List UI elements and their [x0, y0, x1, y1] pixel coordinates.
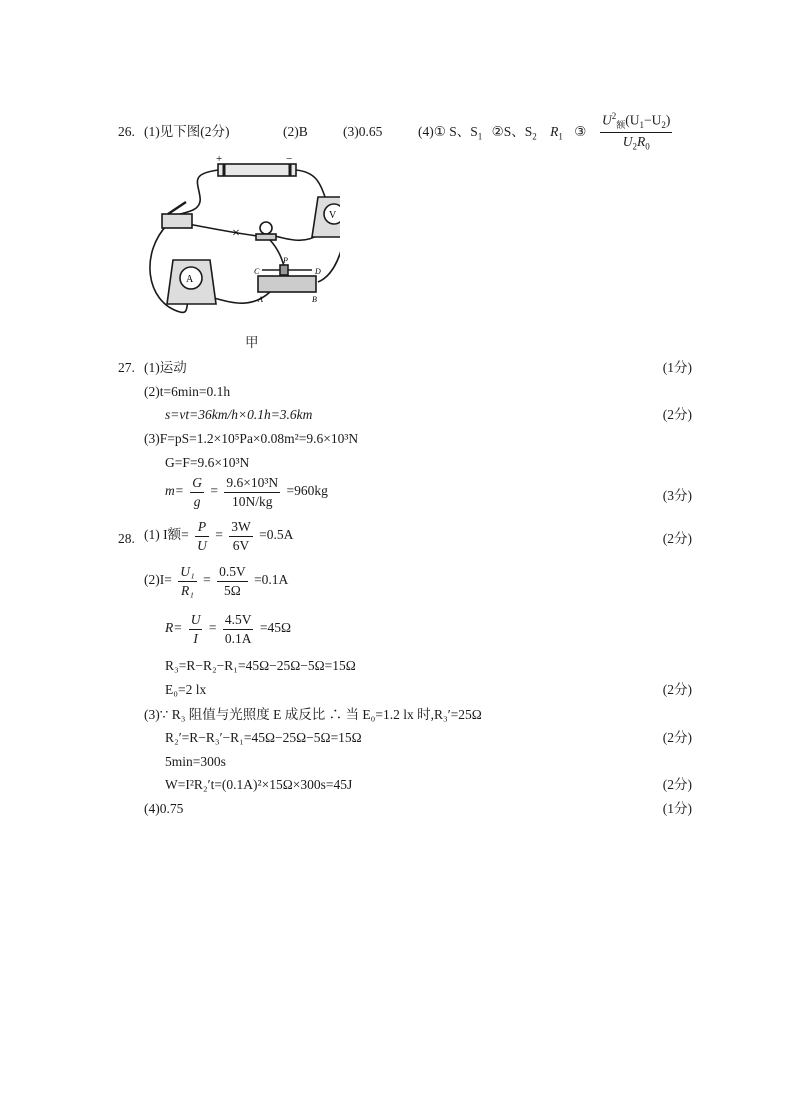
circuit-diagram — [140, 152, 340, 327]
q27-number: 27. — [118, 360, 135, 375]
q27-part3-score: (3分) — [662, 488, 692, 503]
battery-plus: + — [216, 153, 223, 165]
q28-part4: (4)0.75 — [144, 801, 184, 816]
rheostat-p-label: P — [283, 256, 288, 265]
q27-part3-line3: m= $\frac{G}{g}$ = $\frac{\text{9.6×10³N}}{10N/kg}$ =960kg — [165, 475, 328, 509]
q26-number: 26. — [118, 124, 135, 139]
ammeter-label: A — [186, 274, 194, 285]
voltmeter-label: V — [329, 210, 337, 221]
q28-part3-score2: (2分) — [662, 777, 692, 792]
q27-part2-line1: s=vt=36km/h×0.1h=3.6km — [165, 407, 313, 422]
figure-caption: 甲 — [245, 335, 259, 350]
q28-number: 28. — [118, 531, 135, 546]
q28-part2-line3: R₃=R−R₂−R₁=45Ω−25Ω−5Ω=15Ω — [165, 658, 356, 673]
rheostat-b-label: B — [312, 295, 317, 304]
rheostat-c-label: C — [254, 267, 260, 276]
q27-part3-line2: G=F=9.6×10³N — [165, 455, 250, 470]
q28-part3-line2: R₂′=R−R₃′−R₁=45Ω−25Ω−5Ω=15Ω — [165, 730, 362, 745]
switch — [162, 214, 192, 228]
broken-wire-mark: × — [232, 226, 240, 241]
battery — [218, 164, 296, 176]
q27-part2-score: (2分) — [662, 407, 692, 422]
q26-part3: (3)0.65 — [343, 124, 383, 139]
q26-formula: $\frac{U^2_额(U_1-U_2)}{U_2R_0}$ — [602, 111, 671, 152]
bulb — [260, 222, 272, 234]
q28-part1: (1) I额= $\frac{P}{U}$ = $\frac{3W}{6V}$ =0.5A — [144, 519, 294, 553]
battery-minus: − — [286, 153, 293, 165]
q28-part3-line1: (3)∵ R₃ 阻值与光照度 E 成反比 ∴ 当 E₀=1.2 lx 时,R₃′=25Ω — [144, 707, 482, 722]
q28-part2-line1: (2)I= $\frac{\text{U₁}}{\text{R₁}}$ = $\frac{0.5V}{5\Omega}$ =0.1A — [144, 564, 289, 598]
q28-part1-score: (2分) — [662, 531, 692, 546]
q26-part2: (2)B — [283, 124, 308, 139]
q26-part4: (4)① S、$S_1$ ②S、$S_2$ $R_1$ ③ — [418, 124, 587, 142]
q27-part2-line0: (2)t=6min=0.1h — [144, 384, 231, 399]
rheostat-d-label: D — [315, 267, 321, 276]
q28-part2-score: (2分) — [662, 682, 692, 697]
q28-part3-line3: 5min=300s — [165, 754, 226, 769]
rheostat — [258, 276, 316, 292]
wire-voltmeter-rheostat — [318, 234, 340, 282]
q28-part2-line4: E₀=2 lx — [165, 682, 207, 697]
q26-part1: (1)见下图(2分) — [144, 124, 230, 139]
q27-part1-score: (1分) — [662, 360, 692, 375]
q28-part4-score: (1分) — [662, 801, 692, 816]
q28-part3-line4: W=I²R₂′t=(0.1A)²×15Ω×300s=45J — [165, 777, 353, 792]
q28-part2-line2: R= $\frac{U}{I}$ = $\frac{4.5V}{0.1A}$ =45Ω — [165, 612, 292, 646]
wire-top-left — [180, 170, 218, 214]
q27-part3-line1: (3)F=pS=1.2×10⁵Pa×0.08m²=9.6×10³N — [144, 431, 359, 446]
wire-switch-bulb — [188, 224, 258, 236]
q27-part1: (1)运动 — [144, 360, 187, 375]
q28-part3-score1: (2分) — [662, 730, 692, 745]
rheostat-a-label: A — [258, 295, 263, 304]
wire-top-right — [296, 170, 325, 197]
